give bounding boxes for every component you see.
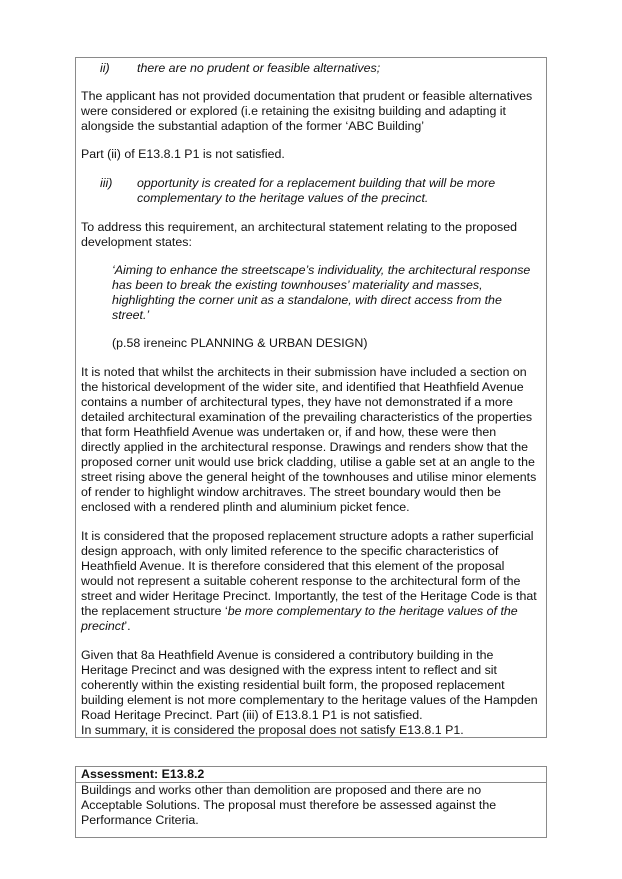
considered-line: street and wider Heritage Precinct. Importantly, the test of the Heritage Code is that xyxy=(81,589,537,603)
noted-line: contains a number of architectural types, they have not demonstrated if a more xyxy=(81,395,513,409)
considered-line xyxy=(81,604,518,619)
considered-line: Heathfield Avenue. It is therefore considered that this element of the proposal xyxy=(81,559,505,573)
quote-line: ‘Aiming to enhance the streetscape’s individuality, the architectural response xyxy=(112,263,531,277)
noted-line: the historical development of the wider site, and identified that Heathfield Avenue xyxy=(81,380,524,394)
part-iii-numeral: iii) xyxy=(100,176,113,190)
text-line: The applicant has not provided documentation that prudent or feasible alternatives xyxy=(81,89,533,103)
considered-line: would not represent a suitable coherent response to the architectural form of the xyxy=(81,574,521,588)
text-span: ’. xyxy=(124,619,131,633)
assessment-header xyxy=(76,767,546,783)
noted-line: that form Heathfield Avenue was undertaken or, if and how, these were then xyxy=(81,425,497,439)
assessment-e13-8-2-panel xyxy=(75,766,547,838)
assessment-line: Acceptable Solutions. The proposal must therefore be assessed against the xyxy=(81,798,497,812)
assessment-e13-8-1-panel xyxy=(75,57,547,738)
given-line: Given that 8a Heathfield Avenue is considered a contributory building in the xyxy=(81,648,494,662)
considered-line: It is considered that the proposed replacement structure adopts a rather superficial xyxy=(81,529,534,543)
assessment-line: Performance Criteria. xyxy=(81,813,199,827)
text-line: were considered or explored (i.e retaining the exisitng building and adapting it xyxy=(81,104,506,118)
noted-line: street rising above the general height of the townhouses and utilise minor elements xyxy=(81,470,537,484)
italic-text: precinct xyxy=(81,619,125,633)
part-iii-line: complementary to the heritage values of the precinct. xyxy=(137,191,429,205)
address-line: development states: xyxy=(81,235,192,249)
quote-line: has been to break the existing townhouses’ materiality and masses, xyxy=(112,278,483,292)
text-span: the replacement structure ‘ xyxy=(81,604,228,618)
summary: In summary, it is considered the proposal does not satisfy E13.8.1 P1. xyxy=(81,723,464,737)
noted-line: proposed corner unit would use brick cladding, utilise a gable set at an angle to the xyxy=(81,455,535,469)
considered-line: design approach, with only limited reference to the specific characteristics of xyxy=(81,544,499,558)
part-ii-result: Part (ii) of E13.8.1 P1 is not satisfied. xyxy=(81,147,285,161)
noted-line: enclosed with a rendered plinth and aluminium picket fence. xyxy=(81,500,410,514)
given-line: Road Heritage Precinct. Part (iii) of E13.8.1 P1 is not satisfied. xyxy=(81,708,423,722)
quote-line: street.’ xyxy=(112,308,150,322)
noted-line: It is noted that whilst the architects in their submission have included a section on xyxy=(81,365,527,379)
considered-line xyxy=(81,619,131,634)
assessment-line: Buildings and works other than demolition are proposed and there are no xyxy=(81,783,482,797)
citation: (p.58 ireneinc PLANNING & URBAN DESIGN) xyxy=(112,336,368,350)
quote-line: highlighting the corner unit as a standalone, with direct access from the xyxy=(112,293,502,307)
address-line: To address this requirement, an architectural statement relating to the proposed xyxy=(81,220,517,234)
part-iii-line: opportunity is created for a replacement building that will be more xyxy=(137,176,496,190)
assessment-title: Assessment: E13.8.2 xyxy=(81,767,205,781)
part-ii-numeral: ii) xyxy=(100,61,110,75)
italic-text: be more complementary to the heritage values of the xyxy=(227,604,518,618)
noted-line: detailed architectural examination of the prevailing characteristics of the properties xyxy=(81,410,533,424)
text-line: alongside the substantial adaption of the former ‘ABC Building’ xyxy=(81,119,425,133)
noted-line: directly applied in the architectural response. Drawings and renders show that the xyxy=(81,440,528,454)
given-line: building element is not more complementary to the heritage values of the Hampden xyxy=(81,693,538,707)
part-ii-text: there are no prudent or feasible alternatives; xyxy=(137,61,381,75)
noted-line: of render to highlight window architraves. The street boundary would then be xyxy=(81,485,501,499)
given-line: Heritage Precinct and was designed with the express intent to reflect and sit xyxy=(81,663,497,677)
given-line: coherently within the existing residential built form, the proposed replacement xyxy=(81,678,505,692)
